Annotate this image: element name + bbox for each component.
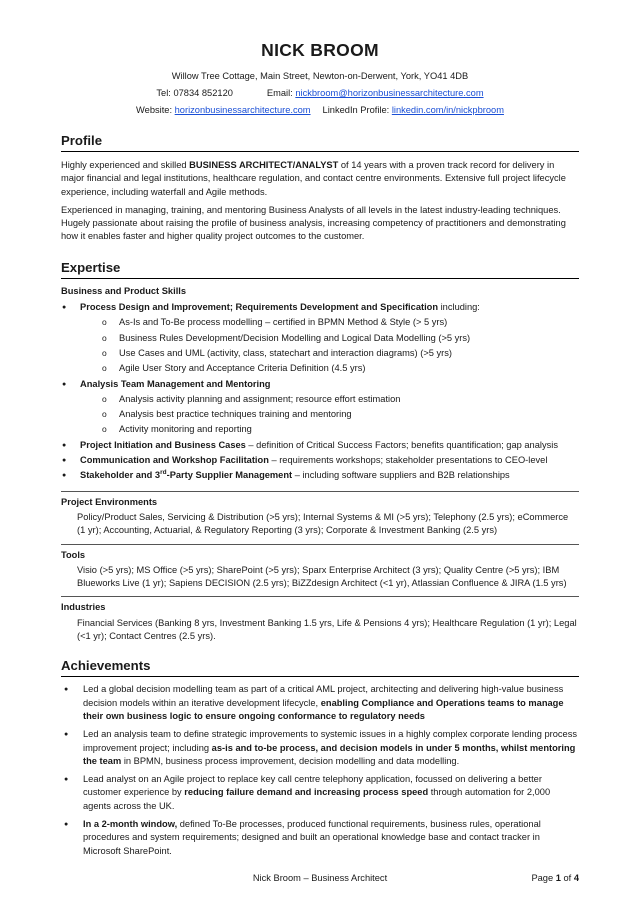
profile-text: of 14 years with a proven track record for delivery in major financial and legal institutions, healthcare regulation, and contact centre environments. Extensive full project lifecycle experience, including waterfall and Agile methods.	[61, 160, 566, 197]
footer-title: Nick Broom – Business Architect	[252, 873, 388, 883]
achievement-item	[61, 683, 579, 723]
profile-text: Highly experienced and skilled	[61, 160, 190, 170]
website-label: Website:	[136, 105, 175, 115]
skill-item	[61, 453, 579, 468]
address-line: Willow Tree Cottage, Main Street, Newton-on-Derwent, York, YO41 4DB	[171, 71, 469, 81]
email-label: Email:	[266, 88, 296, 98]
website-link[interactable]: horizonbusinessarchitecture.com	[174, 105, 311, 115]
industries-heading: Industries	[61, 602, 106, 613]
page-of: of	[560, 873, 574, 883]
achievement-text: defined To-Be processes, produced functional requirements, business rules, operational procedures and system requirements; designed and built an operational knowledge base and contact tracker in Microsoft SharePoint.	[83, 818, 541, 856]
skill-sublist	[61, 315, 579, 376]
web-line	[61, 102, 579, 119]
telephone: Tel: 07834 852120	[156, 88, 233, 98]
page-current: 1	[555, 873, 561, 883]
sub-item: o Analysis best practice techniques training and mentoring	[61, 407, 579, 422]
page-label: Page	[531, 873, 556, 883]
skill-title: Communication and Workshop Facilitation	[80, 455, 269, 466]
sub-item: o Agile User Story and Acceptance Criteria Definition (4.5 yrs)	[61, 361, 579, 376]
skill-detail: – including software suppliers and B2B relationships	[292, 470, 510, 481]
skill-item	[61, 300, 579, 376]
environments-heading: Project Environments	[61, 496, 158, 507]
page-number	[531, 872, 579, 885]
skill-title-part: Stakeholder and 3	[80, 470, 161, 481]
skill-detail: – requirements workshops; stakeholder presentations to CEO-level	[268, 455, 548, 466]
email-link[interactable]: nickbroom@horizonbusinessarchitecture.com	[295, 88, 484, 98]
expertise-heading: Expertise	[61, 259, 579, 279]
skill-title-part: -Party Supplier Management	[166, 470, 293, 481]
industries-text: Financial Services (Banking 8 yrs, Investment Banking 1.5 yrs, Life & Pensions 4 yrs); Healthcare Regulation (1 yr); Legal (<1 yr); Contact Centres (2.5 yrs).	[77, 617, 577, 642]
contact-line	[61, 85, 579, 102]
linkedin-link[interactable]: linkedin.com/in/nickpbroom	[391, 105, 504, 115]
sub-item: o Use Cases and UML (activity, class, statechart and interaction diagrams) (>5 yrs)	[61, 346, 579, 361]
sub-item: o Analysis activity planning and assignment; resource effort estimation	[61, 392, 579, 407]
achievement-item	[61, 818, 579, 858]
skill-item	[61, 438, 579, 453]
skill-title: Project Initiation and Business Cases	[80, 439, 246, 450]
achievement-text: through automation for 2,000 agents across the UK.	[83, 787, 551, 811]
divider	[61, 544, 579, 545]
superscript: rd	[160, 469, 167, 477]
linkedin-label: LinkedIn Profile:	[322, 105, 392, 115]
skill-title	[80, 470, 292, 480]
divider	[61, 491, 579, 492]
achievement-text: Lead analyst on an Agile project to replace key call centre telephony application, focussed on delivering a better customer experience by	[83, 774, 542, 798]
achievements-list	[61, 683, 579, 858]
sub-item: o Activity monitoring and reporting	[61, 422, 579, 437]
achievement-item	[61, 728, 579, 768]
tools-heading: Tools	[61, 549, 86, 560]
skills-heading: Business and Product Skills	[61, 285, 187, 296]
profile-paragraph-1	[61, 159, 579, 199]
achievement-highlight: enabling Compliance and Operations teams to manage their own business logic to ensure ongoing conformance to regulatory needs	[83, 697, 564, 721]
achievement-highlight: reducing failure demand and increasing process speed	[184, 787, 429, 798]
environments-text: Policy/Product Sales, Servicing & Distribution (>5 yrs); Internal Systems & MI (>5 yrs); Telephony (2.5 yrs); eCommerce (1 yr); Accounting, Actuarial, & Regulatory Reporting (3 yrs); Corporate & Investment Banking (2.5 yrs)	[77, 511, 569, 536]
divider	[61, 596, 579, 597]
skill-title: Process Design and Improvement; Requirements Development and Specification	[80, 302, 439, 313]
candidate-name: NICK BROOM	[261, 40, 379, 60]
skill-detail: – definition of Critical Success Factors; benefits quantification; gap analysis	[245, 439, 558, 450]
tools-text: Visio (>5 yrs); MS Office (>5 yrs); SharePoint (>5 yrs); Sparx Enterprise Architect (3 yrs); Quality Centre (>5 yrs); IBM Blueworks Live (1 yr); Sapiens DECISION (2.5 yrs); BiZZdesign Architect (<1 yr), Atlassian Confluence & JIRA (1.5 yrs)	[77, 564, 567, 589]
profile-paragraph-2: Experienced in managing, training, and mentoring Business Analysts of all levels in the latest industry-leading techniques. Hugely passionate about raising the profile of business analysis, increasing competency of practitioners and demonstrating how it enables faster and higher quality project outcomes to the customer.	[61, 204, 566, 242]
sub-item: o Business Rules Development/Decision Modelling and Logical Data Modelling (>5 yrs)	[61, 331, 579, 346]
achievements-heading: Achievements	[61, 657, 579, 677]
profile-heading: Profile	[61, 132, 579, 152]
profile-role: BUSINESS ARCHITECT/ANALYST	[189, 160, 339, 170]
skill-detail: including:	[438, 302, 480, 313]
skill-item	[61, 377, 579, 438]
skill-title: Analysis Team Management and Mentoring	[80, 378, 271, 389]
page-total: 4	[573, 873, 579, 883]
skills-list	[61, 300, 579, 484]
skill-item	[61, 468, 579, 483]
achievement-text: Led a global decision modelling team as part of a critical AML project, architecting and delivering high-value business decision models within an iterative development lifecycle,	[83, 684, 564, 708]
achievement-text: in BPMN, business process improvement, decision modelling and data modelling.	[121, 755, 460, 766]
sub-item: o As-Is and To-Be process modelling – certified in BPMN Method & Style (> 5 yrs)	[61, 315, 579, 330]
achievement-highlight: as-is and to-be process, and decision models in under 5 months, whilst mentoring the team	[83, 742, 576, 766]
achievement-highlight: In a 2-month window,	[83, 818, 178, 829]
cv-page	[61, 40, 579, 863]
achievement-item	[61, 773, 579, 813]
skill-sublist	[61, 392, 579, 438]
achievement-text: Led an analysis team to define strategic improvements to systemic issues in a highly complex corporate lending process improvement project; including	[83, 729, 578, 753]
